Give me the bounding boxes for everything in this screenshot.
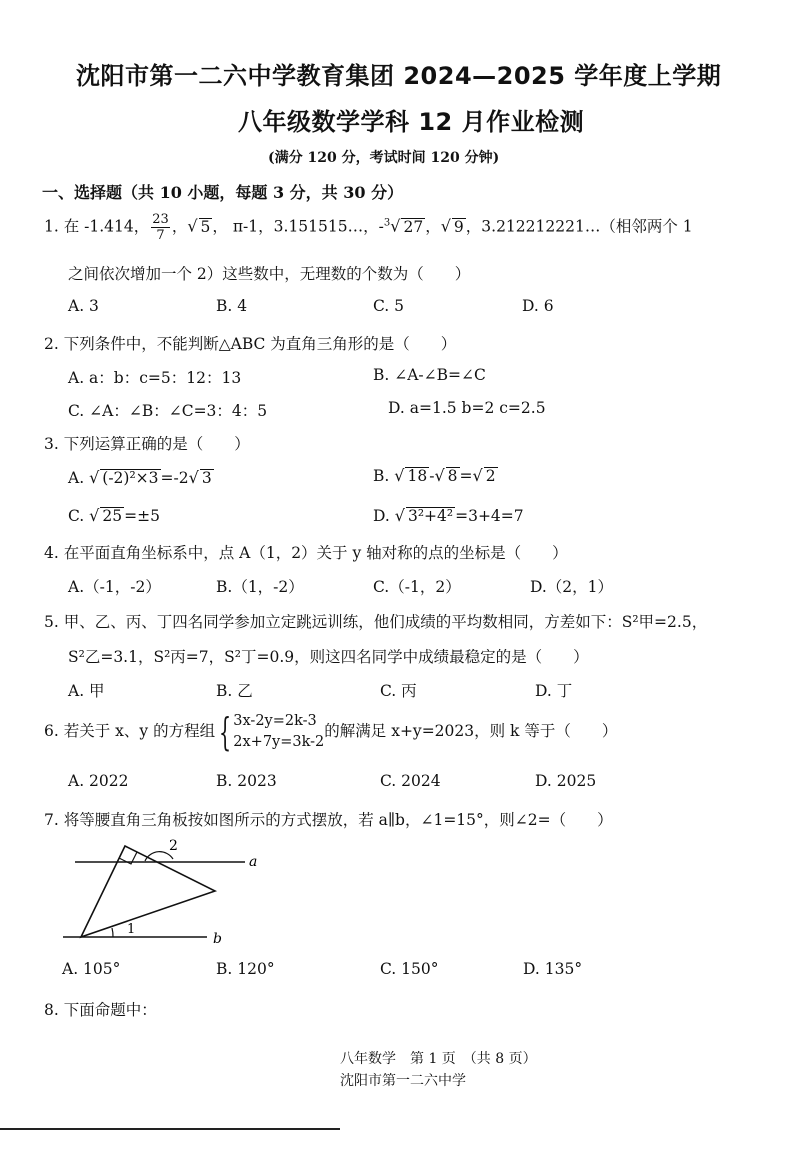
q3c-radicand: 25: [102, 507, 123, 525]
q1-separator: ，: [212, 217, 228, 236]
label-angle-2: 2: [169, 838, 178, 854]
label-line-b: b: [213, 931, 222, 947]
brace-symbol: {: [219, 710, 232, 754]
q3d-result: =3+4=7: [455, 507, 524, 525]
footer-school-name: 沈阳市第一二六中学: [340, 1073, 466, 1089]
q7-option-c[interactable]: C. 150°: [380, 960, 439, 978]
q4-option-a[interactable]: A.（-1，-2）: [68, 578, 161, 596]
sqrt-symbol: √: [89, 506, 100, 525]
q1-sqrt5: 5: [200, 217, 211, 236]
q5-option-a[interactable]: A. 甲: [68, 682, 105, 700]
q1-neg: -: [378, 217, 384, 236]
q4-option-c[interactable]: C.（-1，2）: [373, 578, 461, 596]
q3a-radicand: (-2)²×3: [102, 469, 159, 487]
q1-cube-index: 3: [383, 217, 391, 229]
q3a-result-radicand: 3: [201, 469, 212, 487]
q4-option-d[interactable]: D.（2，1）: [530, 578, 614, 596]
q1-tail: ，3.212212221…（相邻两个 1: [465, 217, 693, 236]
q1-separator: ，: [171, 217, 188, 236]
q1-fraction-denominator: 7: [156, 228, 165, 243]
question-5-line1: 5. 甲、乙、丙、丁四名同学参加立定跳远训练，他们成绩的平均数相同，方差如下：S²甲=2.5，: [44, 613, 708, 631]
q2-option-b[interactable]: B. ∠A-∠B=∠C: [373, 366, 486, 384]
sqrt-symbol: √: [394, 506, 405, 525]
exam-title-line1: 沈阳市第一二六中学教育集团 2024—2025 学年度上学期: [76, 62, 722, 90]
q1-cube-root: 27: [403, 217, 424, 236]
question-5-line2: S²乙=3.1，S²丙=7，S²丁=0.9，则这四名同学中成绩最稳定的是（ ）: [68, 648, 589, 666]
q7-figure: [55, 835, 275, 955]
q3d-radicand: 3²+4²: [407, 507, 454, 525]
q3-option-c[interactable]: [68, 506, 160, 525]
sqrt-symbol: √: [434, 466, 445, 485]
q3c-result: =±5: [124, 507, 160, 525]
q6-option-a[interactable]: A. 2022: [68, 772, 129, 790]
question-7: 7. 将等腰直角三角板按如图所示的方式摆放，若 a∥b，∠1=15°，则∠2=（ ）: [44, 811, 613, 829]
q3b-radicand-3: 2: [485, 467, 496, 485]
q3-option-a[interactable]: [68, 468, 214, 487]
q6-option-c[interactable]: C. 2024: [380, 772, 441, 790]
q7-option-d[interactable]: D. 135°: [523, 960, 583, 978]
q1-option-d[interactable]: D. 6: [522, 297, 554, 315]
q1-fraction-numerator: 23: [152, 212, 169, 227]
sqrt-symbol: √: [472, 466, 483, 485]
question-8: 8. 下面命题中：: [44, 1001, 157, 1019]
q1-value-1: -1.414，: [84, 217, 150, 236]
q4-option-b[interactable]: B.（1，-2）: [216, 578, 304, 596]
q6-suffix: 的解满足 x+y=2023，则 k 等于（ ）: [324, 722, 618, 740]
option-label: D.: [373, 507, 390, 525]
q3b-minus: -: [429, 467, 435, 485]
option-label: A.: [68, 469, 85, 487]
footer-page-info: 八年数学 第 1 页 （共 8 页）: [340, 1051, 537, 1067]
label-angle-1: 1: [127, 922, 136, 937]
question-4: 4. 在平面直角坐标系中，点 A（1，2）关于 y 轴对称的点的坐标是（ ）: [44, 544, 568, 562]
option-label: C.: [68, 507, 85, 525]
scan-edge-line: [0, 1128, 340, 1130]
q3a-result: =-2: [160, 469, 189, 487]
sqrt-symbol: √: [89, 468, 100, 487]
q1-fraction: [151, 212, 170, 243]
q1-values-2: π-1，3.151515…，: [232, 217, 379, 236]
right-triangle: [81, 846, 215, 937]
q6-option-d[interactable]: D. 2025: [535, 772, 597, 790]
q1-sqrt9: 9: [453, 217, 464, 236]
sqrt-symbol: √: [440, 216, 451, 236]
sqrt-symbol: √: [188, 468, 199, 487]
q7-option-b[interactable]: B. 120°: [216, 960, 275, 978]
q1-number: 1. 在: [44, 217, 80, 236]
question-1-line1: [44, 212, 693, 243]
q3b-radicand-2: 8: [447, 467, 458, 485]
q3-option-b[interactable]: [373, 466, 498, 485]
q1-option-a[interactable]: A. 3: [68, 297, 99, 315]
q3b-radicand-1: 18: [407, 467, 428, 485]
q5-option-d[interactable]: D. 丁: [535, 682, 573, 700]
q5-option-b[interactable]: B. 乙: [216, 682, 253, 700]
q6-equation-1: 3x-2y=2k-3: [233, 713, 317, 729]
label-line-a: a: [249, 854, 258, 870]
q6-option-b[interactable]: B. 2023: [216, 772, 277, 790]
question-3: 3. 下列运算正确的是（ ）: [44, 435, 250, 453]
sqrt-symbol: √: [394, 466, 405, 485]
exam-subtitle: (满分 120 分，考试时间 120 分钟): [268, 150, 500, 166]
question-2: 2. 下列条件中，不能判断△ABC 为直角三角形的是（ ）: [44, 335, 457, 353]
q6-equation-system: [233, 711, 324, 753]
sqrt-symbol: √: [390, 216, 401, 236]
question-6: [44, 711, 617, 753]
q1-option-c[interactable]: C. 5: [373, 297, 405, 315]
q6-prefix: 6. 若关于 x、y 的方程组: [44, 722, 216, 740]
q5-option-c[interactable]: C. 丙: [380, 682, 417, 700]
option-label: B.: [373, 467, 390, 485]
q3b-equals: =: [459, 467, 473, 485]
section-heading: 一、选择题（共 10 小题，每题 3 分，共 30 分）: [42, 183, 404, 202]
q7-option-a[interactable]: A. 105°: [62, 960, 121, 978]
q2-option-a[interactable]: A. a：b：c=5：12：13: [68, 369, 242, 387]
q2-option-c[interactable]: C. ∠A：∠B：∠C=3：4：5: [68, 402, 268, 420]
angle-1-arc: [112, 928, 113, 937]
q1-separator: ，: [425, 217, 441, 236]
question-1-line2: 之间依次增加一个 2）这些数中，无理数的个数为（ ）: [68, 265, 471, 283]
q2-option-d[interactable]: D. a=1.5 b=2 c=2.5: [388, 399, 546, 417]
q6-equation-2: 2x+7y=3k-2: [233, 734, 325, 750]
sqrt-symbol: √: [187, 216, 198, 236]
q1-option-b[interactable]: B. 4: [216, 297, 248, 315]
exam-title-line2: 八年级数学学科 12 月作业检测: [238, 108, 585, 136]
q3-option-d[interactable]: [373, 506, 524, 525]
